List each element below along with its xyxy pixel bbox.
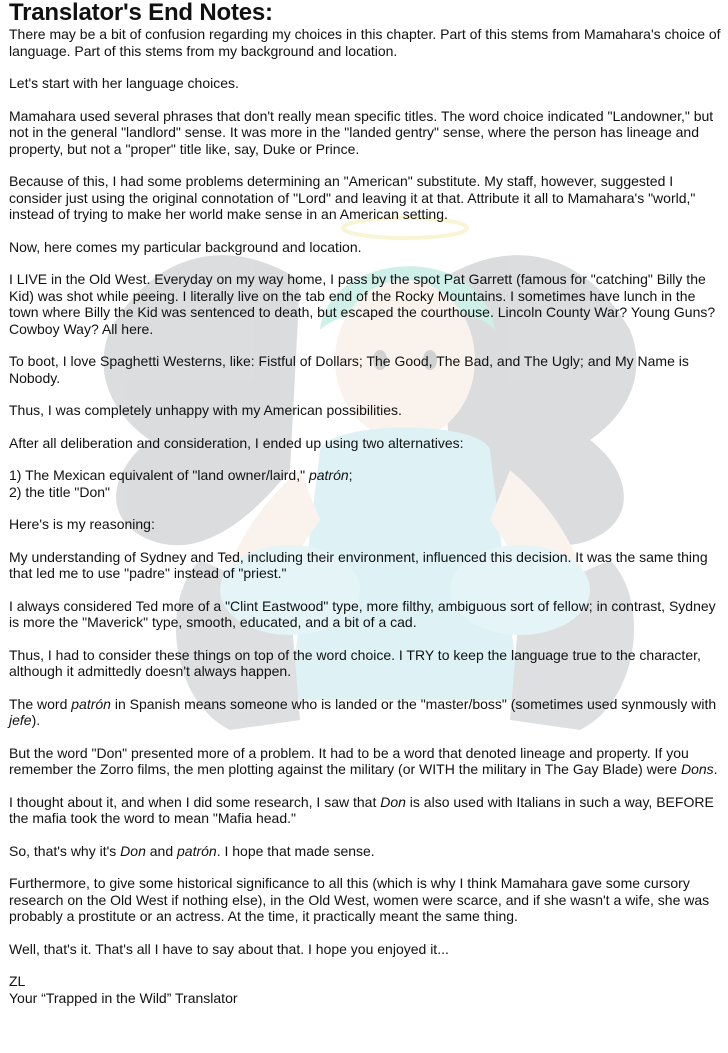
italic-word: Don	[120, 842, 146, 859]
text-span: But the word "Don" presented more of a problem. It had to be a word that denoted lineage and property. If you remember the Zorro films, the men plotting against the military (or WITH the military in The Gay Blade) were	[9, 744, 689, 777]
signoff: Your “Trapped in the Wild” Translator	[9, 989, 238, 1006]
text-span: . I hope that made sense.	[216, 842, 375, 859]
text-span: .	[713, 761, 718, 777]
sense-paragraph	[9, 843, 721, 860]
alternatives-list	[9, 467, 721, 500]
text-span: I thought about it, and when I did some research, I saw that	[9, 793, 381, 810]
paragraph: Now, here comes my particular background and location.	[9, 238, 362, 255]
signature: ZL	[9, 973, 26, 989]
paragraph: After all deliberation and consideration, I ended up using two alternatives:	[9, 434, 464, 451]
text-span: in Spanish means someone who is landed or the "master/boss" (sometimes used synmously with	[110, 695, 717, 712]
text-span: ).	[31, 712, 41, 728]
list-item-1-italic: patrón	[308, 467, 349, 483]
text-span: is also used with Italians in such a way, BEFORE the mafia took the word to mean "Mafia head."	[9, 793, 714, 826]
text-span: The word	[9, 695, 72, 712]
paragraph: Because of this, I had some problems determining an "American" substitute. My staff, however, suggested I consider just using the original connotation of "Lord" and leaving it at that. Attribute it all to Mamahara's "world," instead of trying to make her world make sense in an American setting.	[9, 173, 696, 222]
italic-word: patrón	[177, 842, 217, 859]
paragraph: Thus, I had to consider these things on top of the word choice. I TRY to keep the language true to the character, although it admittedly doesn't always happen.	[9, 646, 701, 679]
italic-word: jefe	[9, 712, 32, 728]
reasoning-intro: Here's is my reasoning:	[9, 516, 155, 532]
intro-paragraph: There may be a bit of confusion regarding my choices in this chapter. Part of this stems from Mamahara's choice of language. Part of this stems from my background and location.	[9, 26, 721, 59]
paragraph: I always considered Ted more of a "Clint Eastwood" type, more filthy, ambiguous sort of fellow; in contrast, Sydney is more the "Maverick" type, smooth, educated, and a bit of a cad.	[9, 597, 716, 630]
paragraph: My understanding of Sydney and Ted, including their environment, influenced this decision. It was the same thing that led me to use "padre" instead of "priest."	[9, 548, 708, 581]
text-span: and	[145, 842, 177, 859]
paragraph: I LIVE in the Old West. Everyday on my way home, I pass by the spot Pat Garrett (famous for "catching" Billy the Kid) was shot while peeing. I literally live on the tab end of the Rocky Mountains. I sometimes have lunch in the town where Billy the Kid was sentenced to death, but escaped the courthouse. Lincoln County War? Young Guns? Cowboy Way? All here.	[9, 271, 716, 337]
paragraph: Mamahara used several phrases that don't really mean specific titles. The word choice indicated "Landowner," but not in the general "landlord" sense. It was more in the "landed gentry" sense, where the person has lineage and property, but not a "proper" title like, say, Duke or Prince.	[9, 107, 714, 157]
list-item-2-text: 2) the title "Don"	[9, 483, 110, 500]
patron-paragraph	[9, 696, 721, 729]
closing-paragraph: Well, that's it. That's all I have to say about that. I hope you enjoyed it...	[9, 940, 449, 957]
italians-paragraph	[9, 794, 721, 827]
italic-word: patrón	[71, 695, 111, 712]
paragraph: To boot, I love Spaghetti Westerns, like: Fistful of Dollars; The Good, The Bad, and The Ugly; and My Name is Nobody.	[9, 353, 689, 386]
page-title: Translator's End Notes:	[9, 0, 273, 26]
italic-word: Dons	[680, 761, 714, 777]
furthermore-paragraph: Furthermore, to give some historical significance to all this (which is why I think Mamahara gave some cursory research on the Old West if nothing else), in the Old West, women were scarce, and if she wasn't a wife, she was probably a prostitute or an actress. At the time, it practically meant the same thing.	[9, 875, 710, 924]
italic-word: Don	[380, 793, 406, 810]
text-span: So, that's why it's	[9, 842, 121, 859]
paragraph: Thus, I was completely unhappy with my American possibilities.	[9, 402, 402, 418]
list-item-1-suffix: ;	[348, 467, 353, 483]
paragraph: Let's start with her language choices.	[9, 75, 239, 91]
don-paragraph	[9, 745, 721, 778]
list-item-1-text: 1) The Mexican equivalent of "land owner/laird,"	[9, 467, 309, 483]
